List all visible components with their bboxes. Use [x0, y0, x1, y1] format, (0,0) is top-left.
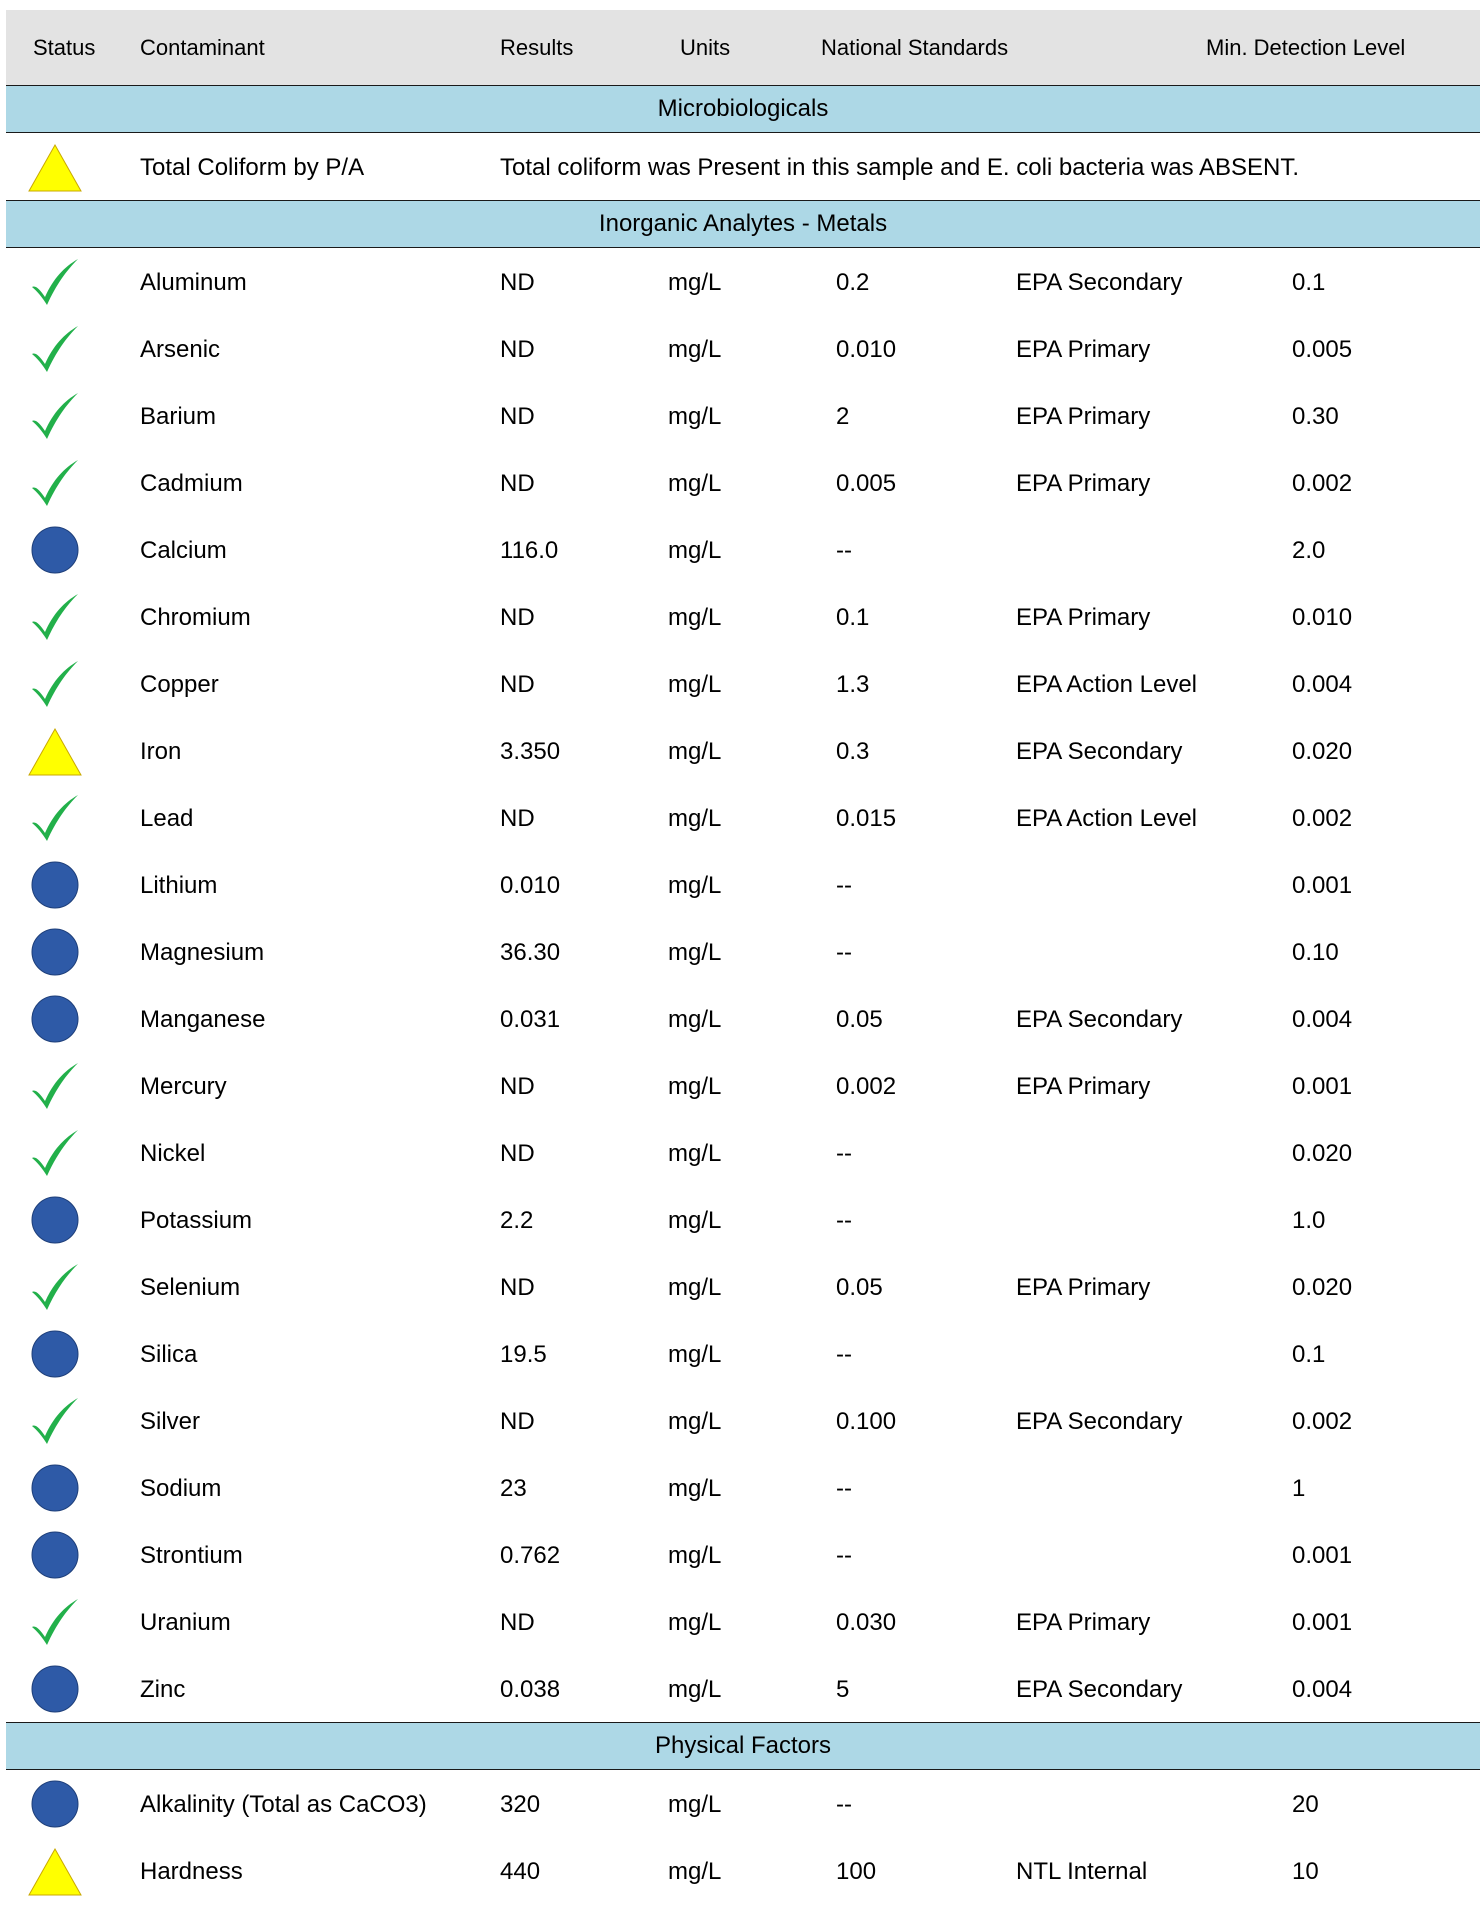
table-row	[6, 133, 1480, 200]
unit-value: mg/L	[668, 671, 722, 698]
mdl-value: 10	[1292, 1858, 1319, 1885]
mdl-value: 0.002	[1292, 1408, 1353, 1435]
check-icon	[28, 1597, 82, 1647]
table-row	[6, 248, 1480, 315]
info-circle-icon	[28, 994, 82, 1044]
standard-value: 0.2	[836, 269, 870, 296]
info-circle-icon	[28, 525, 82, 575]
table-header	[6, 10, 1480, 85]
mdl-value: 0.10	[1292, 939, 1339, 966]
mdl-value: 0.005	[1292, 336, 1353, 363]
standard-agency: EPA Secondary	[1016, 738, 1183, 765]
mdl-value: 1.0	[1292, 1207, 1326, 1234]
check-icon	[28, 1128, 82, 1178]
unit-value: mg/L	[668, 738, 722, 765]
mdl-value: 0.001	[1292, 1542, 1353, 1569]
result-value: ND	[500, 336, 535, 363]
standard-agency: EPA Primary	[1016, 604, 1151, 631]
table-row	[6, 449, 1480, 516]
header-results: Results	[500, 35, 574, 60]
header-units: Units	[680, 35, 731, 60]
table-row	[6, 717, 1480, 784]
mdl-value: 0.010	[1292, 604, 1353, 631]
table-row	[6, 1837, 1480, 1904]
contaminant-name: Total Coliform by P/A	[140, 154, 365, 181]
contaminant-name: Uranium	[140, 1609, 231, 1636]
result-value: ND	[500, 671, 535, 698]
standard-value: 0.05	[836, 1006, 883, 1033]
table-row	[6, 1387, 1480, 1454]
table-row	[6, 1052, 1480, 1119]
contaminant-name: Selenium	[140, 1274, 241, 1301]
mdl-value: 1	[1292, 1475, 1306, 1502]
check-icon	[28, 458, 82, 508]
standard-agency: EPA Secondary	[1016, 1408, 1183, 1435]
standard-value: 0.002	[836, 1073, 897, 1100]
table-row	[6, 1655, 1480, 1722]
table-row	[6, 1454, 1480, 1521]
check-icon	[28, 1262, 82, 1312]
result-value: 3.350	[500, 738, 561, 765]
result-value: ND	[500, 470, 535, 497]
standard-agency: EPA Primary	[1016, 1073, 1151, 1100]
mdl-value: 0.020	[1292, 1274, 1353, 1301]
warning-triangle-icon	[28, 142, 82, 192]
result-value: 36.30	[500, 939, 561, 966]
standard-value: 0.3	[836, 738, 870, 765]
unit-value: mg/L	[668, 1791, 722, 1818]
unit-value: mg/L	[668, 269, 722, 296]
contaminant-name: Arsenic	[140, 336, 221, 363]
info-circle-icon	[28, 1463, 82, 1513]
standard-agency: EPA Secondary	[1016, 1006, 1183, 1033]
unit-value: mg/L	[668, 470, 722, 497]
unit-value: mg/L	[668, 604, 722, 631]
contaminant-name: Copper	[140, 671, 219, 698]
standard-value: --	[836, 939, 852, 966]
mdl-value: 0.001	[1292, 1609, 1353, 1636]
unit-value: mg/L	[668, 1858, 722, 1885]
check-icon	[28, 1396, 82, 1446]
standard-value: --	[836, 872, 852, 899]
warning-triangle-icon	[28, 1846, 82, 1896]
contaminant-name: Sodium	[140, 1475, 222, 1502]
standard-value: 2	[836, 403, 850, 430]
header-status: Status	[33, 35, 96, 60]
warning-triangle-icon	[28, 726, 82, 776]
mdl-value: 0.020	[1292, 1140, 1353, 1167]
contaminant-name: Nickel	[140, 1140, 206, 1167]
check-icon	[28, 592, 82, 642]
unit-value: mg/L	[668, 1006, 722, 1033]
unit-value: mg/L	[668, 1609, 722, 1636]
standard-value: 1.3	[836, 671, 870, 698]
table-row	[6, 650, 1480, 717]
mdl-value: 0.1	[1292, 269, 1326, 296]
result-value: ND	[500, 269, 535, 296]
mdl-value: 0.1	[1292, 1341, 1326, 1368]
result-value: ND	[500, 1609, 535, 1636]
standard-value: 0.05	[836, 1274, 883, 1301]
contaminant-name: Calcium	[140, 537, 227, 564]
standard-value: --	[836, 1140, 852, 1167]
check-icon	[28, 659, 82, 709]
unit-value: mg/L	[668, 1542, 722, 1569]
standard-agency: EPA Action Level	[1016, 805, 1198, 832]
contaminant-name: Hardness	[140, 1858, 243, 1885]
section-header: Microbiologicals	[6, 85, 1480, 133]
contaminant-name: Lithium	[140, 872, 218, 899]
table-row	[6, 1119, 1480, 1186]
table-body	[6, 85, 1480, 1904]
standard-value: 0.005	[836, 470, 897, 497]
standard-agency: EPA Primary	[1016, 1609, 1151, 1636]
result-value: ND	[500, 1140, 535, 1167]
result-value: 2.2	[500, 1207, 534, 1234]
standard-value: 0.100	[836, 1408, 897, 1435]
standard-value: 0.015	[836, 805, 897, 832]
info-circle-icon	[28, 927, 82, 977]
info-circle-icon	[28, 1530, 82, 1580]
result-value: ND	[500, 1408, 535, 1435]
result-value: 0.038	[500, 1676, 561, 1703]
mdl-value: 0.002	[1292, 805, 1353, 832]
standard-value: --	[836, 1542, 852, 1569]
standard-value: 0.030	[836, 1609, 897, 1636]
unit-value: mg/L	[668, 1140, 722, 1167]
mdl-value: 0.002	[1292, 470, 1353, 497]
standard-value: --	[836, 1475, 852, 1502]
check-icon	[28, 324, 82, 374]
info-circle-icon	[28, 860, 82, 910]
check-icon	[28, 257, 82, 307]
section-header: Inorganic Analytes - Metals	[6, 200, 1480, 248]
table-row	[6, 382, 1480, 449]
mdl-value: 20	[1292, 1791, 1319, 1818]
contaminant-name: Strontium	[140, 1542, 243, 1569]
unit-value: mg/L	[668, 1408, 722, 1435]
unit-value: mg/L	[668, 939, 722, 966]
standard-value: 0.010	[836, 336, 897, 363]
contaminant-name: Chromium	[140, 604, 251, 631]
table-row	[6, 985, 1480, 1052]
contaminant-name: Alkalinity (Total as CaCO3)	[140, 1791, 427, 1818]
table-row	[6, 1253, 1480, 1320]
standard-agency: EPA Primary	[1016, 1274, 1151, 1301]
result-value: 320	[500, 1791, 541, 1818]
unit-value: mg/L	[668, 1341, 722, 1368]
table-row	[6, 1770, 1480, 1837]
info-circle-icon	[28, 1779, 82, 1829]
contaminant-name: Silica	[140, 1341, 198, 1368]
result-value: 116.0	[500, 537, 559, 564]
result-value: 0.031	[500, 1006, 561, 1033]
result-value: ND	[500, 805, 535, 832]
standard-agency: EPA Primary	[1016, 470, 1151, 497]
standard-agency: EPA Secondary	[1016, 1676, 1183, 1703]
contaminant-name: Barium	[140, 403, 217, 430]
results-table	[6, 10, 1480, 1904]
table-row	[6, 851, 1480, 918]
unit-value: mg/L	[668, 403, 722, 430]
table-row	[6, 1186, 1480, 1253]
contaminant-name: Aluminum	[140, 269, 247, 296]
header-national-standards: National Standards	[821, 35, 1009, 60]
unit-value: mg/L	[668, 1676, 722, 1703]
standard-value: --	[836, 537, 852, 564]
contaminant-name: Potassium	[140, 1207, 253, 1234]
contaminant-name: Lead	[140, 805, 194, 832]
contaminant-name: Manganese	[140, 1006, 266, 1033]
info-circle-icon	[28, 1195, 82, 1245]
contaminant-name: Magnesium	[140, 939, 265, 966]
check-icon	[28, 793, 82, 843]
standard-value: 0.1	[836, 604, 870, 631]
mdl-value: 0.004	[1292, 1006, 1353, 1033]
unit-value: mg/L	[668, 336, 722, 363]
standard-value: --	[836, 1791, 852, 1818]
result-note: Total coliform was Present in this sample and E. coli bacteria was ABSENT.	[500, 154, 1300, 181]
table-row	[6, 315, 1480, 382]
result-value: ND	[500, 604, 535, 631]
standard-value: 5	[836, 1676, 850, 1703]
mdl-value: 0.004	[1292, 1676, 1353, 1703]
table-row	[6, 784, 1480, 851]
info-circle-icon	[28, 1329, 82, 1379]
standard-value: --	[836, 1341, 852, 1368]
mdl-value: 2.0	[1292, 537, 1326, 564]
contaminant-name: Mercury	[140, 1073, 227, 1100]
standard-agency: EPA Primary	[1016, 336, 1151, 363]
unit-value: mg/L	[668, 1207, 722, 1234]
table-row	[6, 1521, 1480, 1588]
section-header: Physical Factors	[6, 1722, 1480, 1770]
contaminant-name: Zinc	[140, 1676, 186, 1703]
unit-value: mg/L	[668, 1475, 722, 1502]
contaminant-name: Silver	[140, 1408, 201, 1435]
result-value: ND	[500, 1274, 535, 1301]
table-row	[6, 918, 1480, 985]
mdl-value: 0.001	[1292, 872, 1353, 899]
table-row	[6, 583, 1480, 650]
mdl-value: 0.001	[1292, 1073, 1353, 1100]
unit-value: mg/L	[668, 1073, 722, 1100]
unit-value: mg/L	[668, 872, 722, 899]
contaminant-name: Iron	[140, 738, 182, 765]
standard-agency: EPA Primary	[1016, 403, 1151, 430]
result-value: 23	[500, 1475, 527, 1502]
result-value: 19.5	[500, 1341, 547, 1368]
result-value: 0.010	[500, 872, 561, 899]
standard-value: 100	[836, 1858, 877, 1885]
contaminant-name: Cadmium	[140, 470, 243, 497]
table-row	[6, 516, 1480, 583]
standard-agency: EPA Action Level	[1016, 671, 1198, 698]
unit-value: mg/L	[668, 805, 722, 832]
result-value: 440	[500, 1858, 541, 1885]
header-min-detection-level: Min. Detection Level	[1206, 35, 1406, 60]
table-row	[6, 1588, 1480, 1655]
header-contaminant: Contaminant	[140, 35, 265, 60]
unit-value: mg/L	[668, 537, 722, 564]
mdl-value: 0.004	[1292, 671, 1353, 698]
info-circle-icon	[28, 1664, 82, 1714]
table-row	[6, 1320, 1480, 1387]
mdl-value: 0.30	[1292, 403, 1339, 430]
result-value: ND	[500, 1073, 535, 1100]
standard-agency: NTL Internal	[1016, 1858, 1148, 1885]
standard-agency: EPA Secondary	[1016, 269, 1183, 296]
standard-value: --	[836, 1207, 852, 1234]
unit-value: mg/L	[668, 1274, 722, 1301]
result-value: 0.762	[500, 1542, 561, 1569]
mdl-value: 0.020	[1292, 738, 1353, 765]
result-value: ND	[500, 403, 535, 430]
check-icon	[28, 391, 82, 441]
check-icon	[28, 1061, 82, 1111]
